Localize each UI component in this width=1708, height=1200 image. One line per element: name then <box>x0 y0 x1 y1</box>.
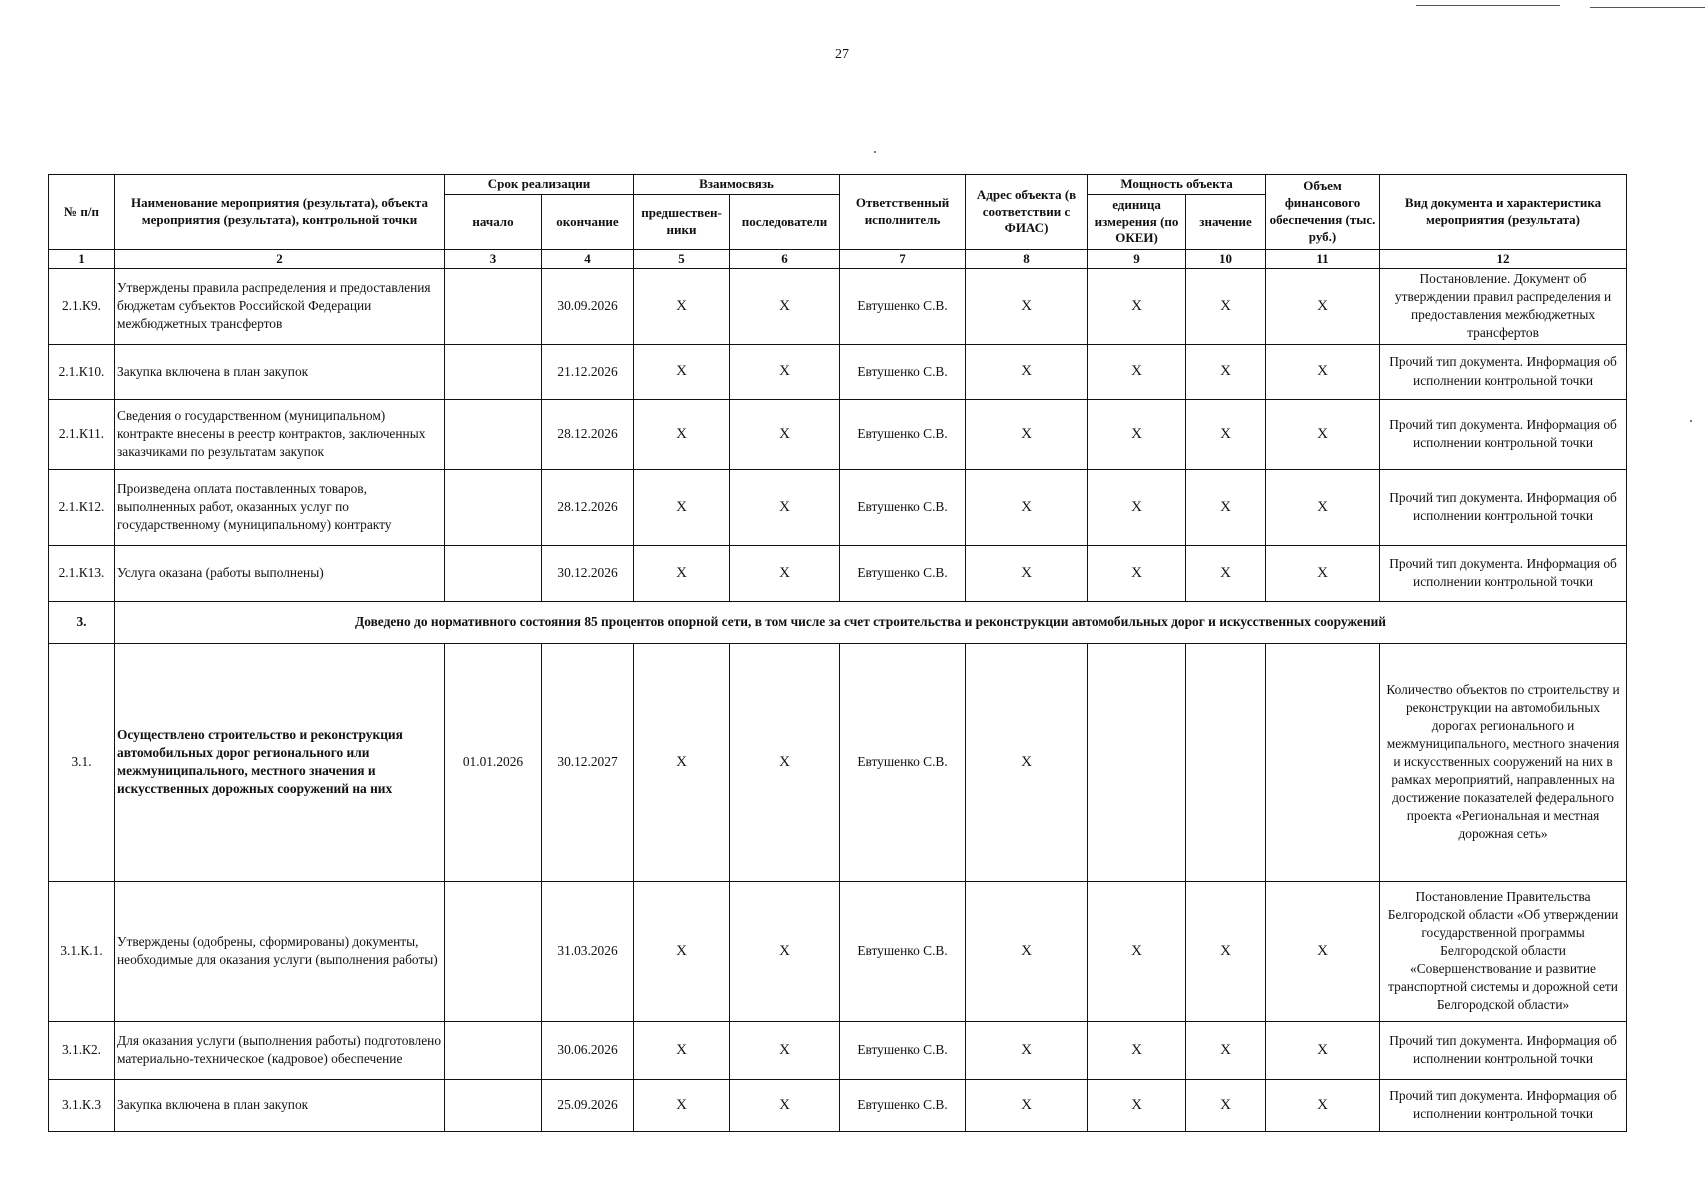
header-predecessors: предшествен-ники <box>634 195 730 250</box>
row-name: Осуществлено строительство и реконструкция автомобильных дорог регионального или межмуниципального, местного значения и искусственных дорожных сооружений на них <box>115 643 445 881</box>
row-responsible: Евтушенко С.В. <box>840 1021 966 1079</box>
row-unit: X <box>1088 268 1186 344</box>
row-volume: X <box>1266 268 1380 344</box>
header-name: Наименование мероприятия (результата), объекта мероприятия (результата), контрольной точки <box>115 175 445 250</box>
row-value <box>1186 643 1266 881</box>
row-unit <box>1088 643 1186 881</box>
row-successors: X <box>730 881 840 1021</box>
header-responsible: Ответственный исполнитель <box>840 175 966 250</box>
plan-table <box>48 174 1627 1132</box>
row-successors: X <box>730 344 840 399</box>
table-row <box>49 344 1627 399</box>
row-num: 2.1.К10. <box>49 344 115 399</box>
header-address: Адрес объекта (в соответствии с ФИАС) <box>966 175 1088 250</box>
column-number: 2 <box>115 250 445 269</box>
row-value: X <box>1186 545 1266 601</box>
header-start: начало <box>445 195 542 250</box>
row-value: X <box>1186 268 1266 344</box>
row-start <box>445 545 542 601</box>
row-start <box>445 344 542 399</box>
row-value: X <box>1186 399 1266 469</box>
header-link: Взаимосвязь <box>634 175 840 195</box>
row-end: 28.12.2026 <box>542 399 634 469</box>
table-row <box>49 881 1627 1021</box>
row-start <box>445 881 542 1021</box>
table-row <box>49 268 1627 344</box>
row-address: X <box>966 881 1088 1021</box>
row-name: Утверждены правила распределения и предоставления бюджетам субъектов Российской Федерации межбюджетных трансфертов <box>115 268 445 344</box>
row-start: 01.01.2026 <box>445 643 542 881</box>
row-successors: X <box>730 1021 840 1079</box>
column-number: 11 <box>1266 250 1380 269</box>
column-number: 7 <box>840 250 966 269</box>
header-end: окончание <box>542 195 634 250</box>
row-num: 3.1.К2. <box>49 1021 115 1079</box>
row-volume: X <box>1266 881 1380 1021</box>
row-predecessors: X <box>634 268 730 344</box>
row-num: 3.1.К.3 <box>49 1079 115 1131</box>
row-end: 30.06.2026 <box>542 1021 634 1079</box>
row-responsible: Евтушенко С.В. <box>840 1079 966 1131</box>
row-start <box>445 399 542 469</box>
row-unit: X <box>1088 881 1186 1021</box>
table-row <box>49 1021 1627 1079</box>
row-responsible: Евтушенко С.В. <box>840 268 966 344</box>
row-doc: Прочий тип документа. Информация об исполнении контрольной точки <box>1380 344 1627 399</box>
row-name: Услуга оказана (работы выполнены) <box>115 545 445 601</box>
row-address: X <box>966 469 1088 545</box>
table-row <box>49 399 1627 469</box>
header-doc: Вид документа и характеристика мероприятия (результата) <box>1380 175 1627 250</box>
section-row <box>49 601 1627 643</box>
table-row <box>49 1079 1627 1131</box>
column-numbers-row <box>49 250 1627 269</box>
row-end: 30.12.2027 <box>542 643 634 881</box>
row-volume <box>1266 643 1380 881</box>
scan-artifact-dot <box>874 151 876 153</box>
row-num: 2.1.К13. <box>49 545 115 601</box>
row-successors: X <box>730 399 840 469</box>
column-number: 4 <box>542 250 634 269</box>
row-value: X <box>1186 1021 1266 1079</box>
row-address: X <box>966 268 1088 344</box>
row-num: 3.1.К.1. <box>49 881 115 1021</box>
table-row <box>49 643 1627 881</box>
header-successors: последователи <box>730 195 840 250</box>
row-unit: X <box>1088 399 1186 469</box>
row-predecessors: X <box>634 881 730 1021</box>
header-volume: Объем финансового обеспечения (тыс. руб.) <box>1266 175 1380 250</box>
scan-artifact-dot <box>1690 420 1692 422</box>
row-volume: X <box>1266 545 1380 601</box>
column-number: 5 <box>634 250 730 269</box>
header-capacity: Мощность объекта <box>1088 175 1266 195</box>
row-address: X <box>966 1079 1088 1131</box>
row-predecessors: X <box>634 399 730 469</box>
row-predecessors: X <box>634 469 730 545</box>
row-volume: X <box>1266 1079 1380 1131</box>
row-predecessors: X <box>634 1079 730 1131</box>
row-address: X <box>966 1021 1088 1079</box>
header-term: Срок реализации <box>445 175 634 195</box>
column-number: 10 <box>1186 250 1266 269</box>
row-num: 2.1.К11. <box>49 399 115 469</box>
row-num: 2.1.К12. <box>49 469 115 545</box>
row-doc: Прочий тип документа. Информация об исполнении контрольной точки <box>1380 545 1627 601</box>
table-row <box>49 545 1627 601</box>
row-num: 2.1.К9. <box>49 268 115 344</box>
row-name: Сведения о государственном (муниципальном) контракте внесены в реестр контрактов, заключенных заказчиками по результатам закупок <box>115 399 445 469</box>
row-doc: Прочий тип документа. Информация об исполнении контрольной точки <box>1380 1079 1627 1131</box>
row-start <box>445 268 542 344</box>
section-title: Доведено до нормативного состояния 85 процентов опорной сети, в том числе за счет строительства и реконструкции автомобильных дорог и искусственных сооружений <box>115 601 1627 643</box>
column-number: 12 <box>1380 250 1627 269</box>
row-name: Для оказания услуги (выполнения работы) подготовлено материально-техническое (кадровое) обеспечение <box>115 1021 445 1079</box>
row-volume: X <box>1266 344 1380 399</box>
scan-artifact-line <box>1416 5 1560 6</box>
row-address: X <box>966 344 1088 399</box>
row-responsible: Евтушенко С.В. <box>840 643 966 881</box>
row-responsible: Евтушенко С.В. <box>840 881 966 1021</box>
row-doc: Постановление. Документ об утверждении правил распределения и предоставления межбюджетных трансфертов <box>1380 268 1627 344</box>
row-end: 28.12.2026 <box>542 469 634 545</box>
header-unit: единица измерения (по ОКЕИ) <box>1088 195 1186 250</box>
column-number: 9 <box>1088 250 1186 269</box>
row-doc: Количество объектов по строительству и реконструкции на автомобильных дорогах регионального и межмуниципального, местного значения и искусственных сооружений на них в рамках мероприятий, направленных на достижение показателей федерального проекта «Региональная и местная дорожная сеть» <box>1380 643 1627 881</box>
column-number: 3 <box>445 250 542 269</box>
row-name: Закупка включена в план закупок <box>115 1079 445 1131</box>
row-end: 31.03.2026 <box>542 881 634 1021</box>
row-value: X <box>1186 469 1266 545</box>
row-doc: Постановление Правительства Белгородской области «Об утверждении государственной программы Белгородской области «Совершенствование и развитие транспортной системы и дорожной сети Белгородской области» <box>1380 881 1627 1021</box>
row-end: 21.12.2026 <box>542 344 634 399</box>
row-successors: X <box>730 1079 840 1131</box>
row-responsible: Евтушенко С.В. <box>840 399 966 469</box>
row-value: X <box>1186 881 1266 1021</box>
row-start <box>445 1079 542 1131</box>
row-start <box>445 469 542 545</box>
section-num: 3. <box>49 601 115 643</box>
row-start <box>445 1021 542 1079</box>
row-name: Закупка включена в план закупок <box>115 344 445 399</box>
row-volume: X <box>1266 469 1380 545</box>
row-end: 25.09.2026 <box>542 1079 634 1131</box>
row-address: X <box>966 643 1088 881</box>
row-responsible: Евтушенко С.В. <box>840 344 966 399</box>
column-number: 1 <box>49 250 115 269</box>
row-successors: X <box>730 643 840 881</box>
row-value: X <box>1186 344 1266 399</box>
row-unit: X <box>1088 1079 1186 1131</box>
row-end: 30.12.2026 <box>542 545 634 601</box>
row-doc: Прочий тип документа. Информация об исполнении контрольной точки <box>1380 469 1627 545</box>
column-number: 8 <box>966 250 1088 269</box>
row-predecessors: X <box>634 643 730 881</box>
row-value: X <box>1186 1079 1266 1131</box>
row-doc: Прочий тип документа. Информация об исполнении контрольной точки <box>1380 1021 1627 1079</box>
row-unit: X <box>1088 344 1186 399</box>
header-num: № п/п <box>49 175 115 250</box>
row-successors: X <box>730 268 840 344</box>
header-value: значение <box>1186 195 1266 250</box>
row-name: Произведена оплата поставленных товаров, выполненных работ, оказанных услуг по государственному (муниципальному) контракту <box>115 469 445 545</box>
page-number: 27 <box>835 47 849 62</box>
row-predecessors: X <box>634 344 730 399</box>
row-successors: X <box>730 469 840 545</box>
row-responsible: Евтушенко С.В. <box>840 545 966 601</box>
row-volume: X <box>1266 1021 1380 1079</box>
row-unit: X <box>1088 1021 1186 1079</box>
row-name: Утверждены (одобрены, сформированы) документы, необходимые для оказания услуги (выполнения работы) <box>115 881 445 1021</box>
row-predecessors: X <box>634 1021 730 1079</box>
row-end: 30.09.2026 <box>542 268 634 344</box>
row-unit: X <box>1088 469 1186 545</box>
row-address: X <box>966 545 1088 601</box>
scan-artifact-line <box>1590 7 1705 8</box>
row-volume: X <box>1266 399 1380 469</box>
row-num: 3.1. <box>49 643 115 881</box>
row-address: X <box>966 399 1088 469</box>
table-row <box>49 469 1627 545</box>
row-doc: Прочий тип документа. Информация об исполнении контрольной точки <box>1380 399 1627 469</box>
row-responsible: Евтушенко С.В. <box>840 469 966 545</box>
row-predecessors: X <box>634 545 730 601</box>
row-successors: X <box>730 545 840 601</box>
column-number: 6 <box>730 250 840 269</box>
row-unit: X <box>1088 545 1186 601</box>
